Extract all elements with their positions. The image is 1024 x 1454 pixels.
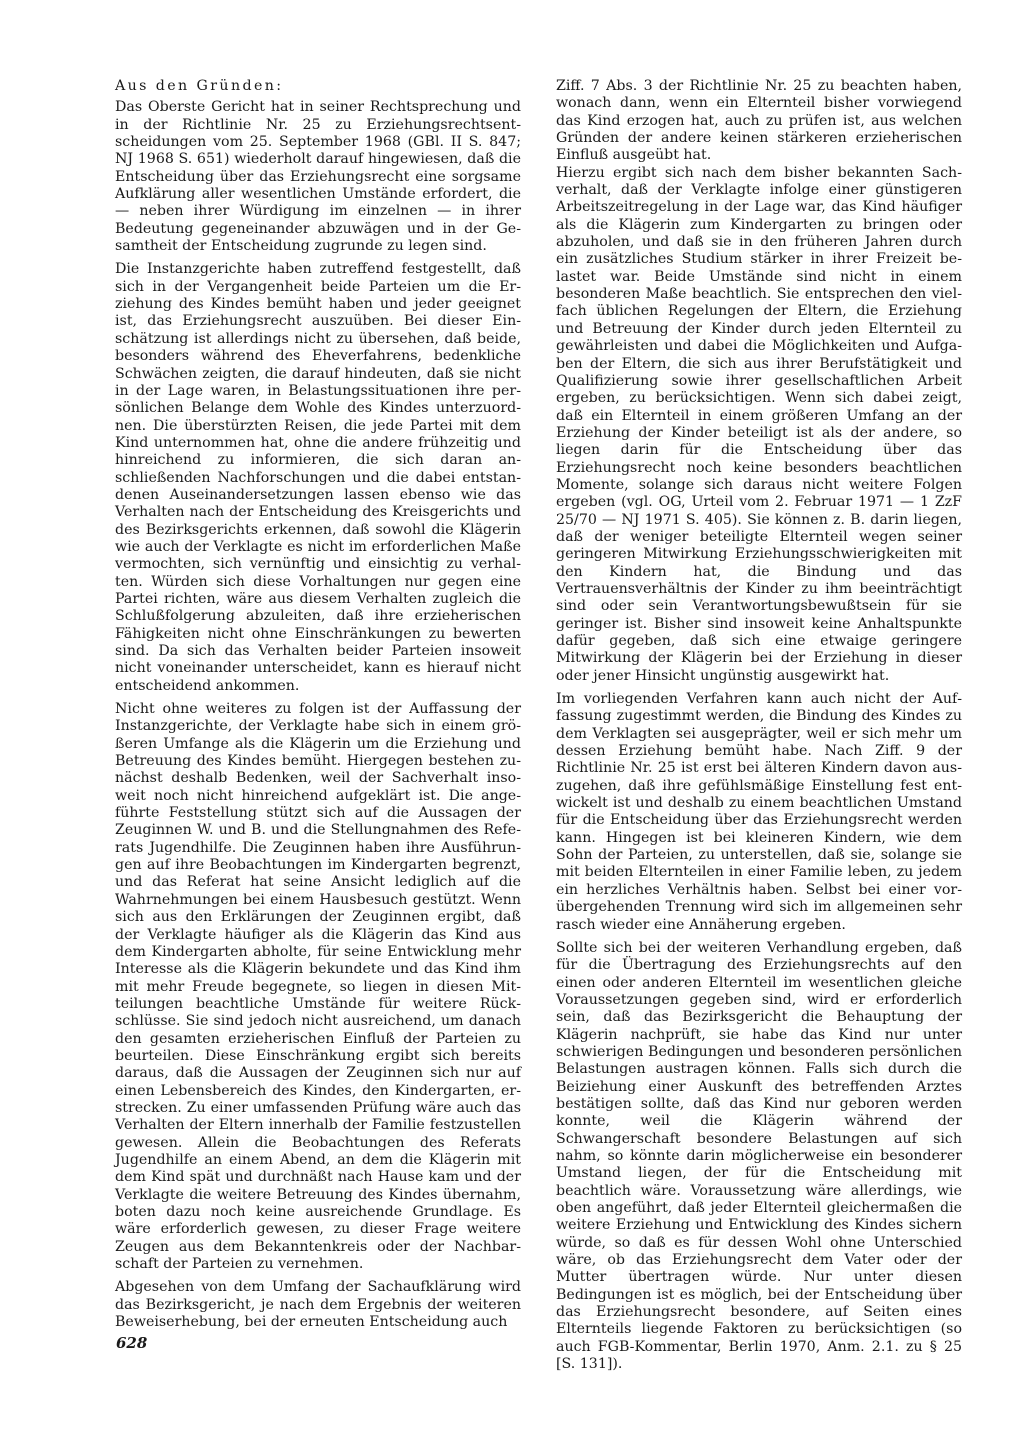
- paragraph: Das Oberste Gericht hat in seiner Rechtsprechung und in der Richtlinie Nr. 25 zu Erziehungsrechtsentscheidungen vom 25. September 1968 (GBl. II S. 847; NJ 1968 S. 651) wiederholt darauf hingewiesen, daß die Entscheidung über das Erziehungsrecht eine sorgsame Aufklärung aller wesentlichen Umstände erfordert, die — neben ihrer Würdigung im einzelnen — in ihrer Bedeutung gegeneinander abzuwägen und in der Gesamtheit der Entscheidung zugrunde zu legen sind.: [115, 99, 521, 255]
- section-heading: Aus den Gründen:: [115, 78, 284, 94]
- paragraph: Nicht ohne weiteres zu folgen ist der Auffassung der Instanzgerichte, der Verklagte habe sich in einem größeren Umfange als die Klägerin um die Erziehung und Betreuung des Kindes bemüht. Hiergegen bestehen zunächst deshalb Bedenken, weil der Sachverhalt insoweit noch nicht hinreichend aufgeklärt ist. Die angeführte Feststellung stützt sich auf die Aussagen der Zeuginnen W. und B. und die Stellungnahmen des Referats Jugendhilfe. Die Zeuginnen haben ihre Ausführungen auf ihre Beobachtungen im Kindergarten begrenzt, und das Referat hat seine Ansicht lediglich auf die Wahrnehmungen bei einem Hausbesuch gestützt. Wenn sich aus den Erklärungen der Zeuginnen ergibt, daß der Verklagte häufiger als die Klägerin das Kind aus dem Kindergarten abholte, für seine Entwicklung mehr Interesse als die Klägerin bekundete und das Kind ihm mit mehr Freude begegnete, so liegen in diesen Mitteilungen beachtliche Umstände für weitere Rückschlüsse. Sie sind jedoch nicht ausreichend, um danach den gesamten erzieherischen Einfluß der Parteien zu beurteilen. Diese Einschränkung ergibt sich bereits daraus, daß die Aussagen der Zeuginnen sich nur auf einen Lebensbereich des Kindes, den Kindergarten, erstrecken. Zu einer umfassenden Prüfung wäre auch das Verhalten der Eltern innerhalb der Familie festzustellen gewesen. Allein die Beobachtungen des Referats Jugendhilfe an einem Abend, an dem die Klägerin mit dem Kind spät und durchnäßt nach Hause kam und der Verklagte die weitere Betreuung des Kindes übernahm, boten dazu noch keine ausreichende Grundlage. Es wäre erforderlich gewesen, zu dieser Frage weitere Zeugen aus dem Bekanntenkreis oder der Nachbarschaft der Parteien zu vernehmen.: [115, 701, 521, 1273]
- paragraph: Die Instanzgerichte haben zutreffend festgestellt, daß sich in der Vergangenheit beide Parteien um die Erziehung des Kindes bemüht haben und jeder geeignet ist, das Erziehungsrecht auszuüben. Bei dieser Einschätzung ist allerdings nicht zu übersehen, daß beide, besonders während des Eheverfahrens, bedenkliche Schwächen zeigten, die darauf hindeuten, daß sie nicht in der Lage waren, in Belastungssituationen ihre persönlichen Belange dem Wohle des Kindes unterzuordnen. Die überstürzten Reisen, die jede Partei mit dem Kind unternommen hat, ohne die andere frühzeitig und hinreichend zu informieren, die sich daran anschließenden Nachforschungen und die dabei entstandenen Auseinandersetzungen lassen ebenso wie das Verhalten nach der Entscheidung des Kreisgerichts und des Bezirksgerichts erkennen, daß sowohl die Klägerin wie auch der Verklagte es nicht im erforderlichen Maße vermochten, sich vernünftig und einsichtig zu verhalten. Würden sich diese Vorhaltungen nur gegen eine Partei richten, wäre aus diesem Verhalten zugleich die Schlußfolgerung abzuleiten, daß ihre erzieherischen Fähigkeiten nicht ohne Einschränkungen zu bewerten sind. Da sich das Verhalten beider Parteien insoweit nicht voneinander unterscheidet, kann es hierauf nicht entscheidend ankommen.: [115, 261, 521, 694]
- paragraph: Ziff. 7 Abs. 3 der Richtlinie Nr. 25 zu beachten haben, wonach dann, wenn ein Elternteil bisher vorwiegend das Kind erzogen hat, auch zu prüfen ist, aus welchen Gründen der andere keinen stärkeren erzieherischen Einfluß ausgeübt hat. Hierzu ergibt sich nach dem bisher bekannten Sachverhalt, daß der Verklagte infolge einer günstigeren Arbeitszeitregelung in der Lage war, das Kind häufiger als die Klägerin zum Kindergarten zu bringen oder abzuholen, und daß sie in den früheren Jahren durch ein zusätzliches Studium stärker in ihrer Freizeit belastet war. Beide Umstände sind nicht in einem besonderen Maße beachtlich. Sie entsprechen den vielfach üblichen Regelungen der Eltern, die Erziehung und Betreuung der Kinder durch jeden Elternteil zu gewährleisten und dabei die Möglichkeiten und Aufgaben der Eltern, die sich aus ihrer Berufstätigkeit und Qualifizierung sowie ihrer gesellschaftlichen Arbeit ergeben, zu berücksichtigen. Wenn sich dabei zeigt, daß ein Elternteil in einem größeren Umfang an der Erziehung der Kinder beteiligt ist als der andere, so liegen darin für die Entscheidung über das Erziehungsrecht noch keine besonders beachtlichen Momente, solange sich daraus nicht weitere Folgen ergeben (vgl. OG, Urteil vom 2. Februar 1971 — 1 ZzF 25/70 — NJ 1971 S. 405). Sie können z. B. darin liegen, daß der weniger beteiligte Elternteil wegen seiner geringeren Mitwirkung Erziehungsschwierigkeiten mit den Kindern hat, die Bindung und das Vertrauensverhältnis der Kinder zu ihm beeinträchtigt sind oder sein Verantwortungsbewußtsein für sie geringer ist. Bisher sind insoweit keine Anhaltspunkte dafür gegeben, daß sich eine etwaige geringere Mitwirkung der Klägerin bei der Erziehung in dieser oder jener Hinsicht ungünstig ausgewirkt hat.: [556, 78, 962, 684]
- page-number: 628: [116, 1334, 148, 1352]
- right-column: [556, 78, 962, 1373]
- paragraph: Abgesehen von dem Umfang der Sachaufklärung wird das Bezirksgericht, je nach dem Ergebnis der weiteren Beweiserhebung, bei der erneuten Entscheidung auch: [115, 1279, 521, 1331]
- paragraph: Sollte sich bei der weiteren Verhandlung ergeben, daß für die Übertragung des Erziehungsrechts auf den einen oder anderen Elternteil im wesentlichen gleiche Voraussetzungen gegeben sind, wird er erforderlich sein, daß das Bezirksgericht die Behauptung der Klägerin nachprüft, sie habe das Kind nur unter schwierigen Bedingungen und besonderen persönlichen Belastungen austragen können. Falls sich durch die Beiziehung einer Auskunft des betreffenden Arztes bestätigen sollte, daß das Kind nur geboren werden konnte, weil die Klägerin während der Schwangerschaft besondere Belastungen auf sich nahm, so könnte darin möglicherweise ein besonderer Umstand liegen, der für die Entscheidung mit beachtlich wäre. Voraussetzung wäre allerdings, wie oben angeführt, daß jeder Elternteil gleichermaßen die weitere Erziehung und Entwicklung des Kindes sichern würde, so daß es für dessen Wohl ohne Unterschied wäre, ob das Erziehungsrecht dem Vater oder der Mutter übertragen würde. Nur unter diesen Bedingungen ist es möglich, bei der Entscheidung über das Erziehungsrecht besondere, auf Seiten eines Elternteils liegende Faktoren zu berücksichtigen (so auch FGB-Kommentar, Berlin 1970, Anm. 2.1. zu § 25 [S. 131]).: [556, 939, 962, 1373]
- left-column: [115, 78, 521, 1331]
- paragraph: Im vorliegenden Verfahren kann auch nicht der Auffassung zugestimmt werden, die Bindung des Kindes zu dem Verklagten sei ausgeprägter, weil er sich mehr um dessen Erziehung bemüht habe. Nach Ziff. 9 der Richtlinie Nr. 25 ist erst bei älteren Kindern davon auszugehen, daß ihre gefühlsmäßige Einstellung fest entwickelt ist und deshalb zu einem beachtlichen Umstand für die Entscheidung über das Erziehungsrecht werden kann. Hingegen ist bei kleineren Kindern, wie dem Sohn der Parteien, zu unterstellen, daß sie, solange sie mit beiden Elternteilen in einer Familie leben, zu jedem ein herzliches Verhältnis haben. Selbst bei einer vorübergehenden Trennung wird sich im allgemeinen sehr rasch wieder eine Annäherung ergeben.: [556, 691, 962, 933]
